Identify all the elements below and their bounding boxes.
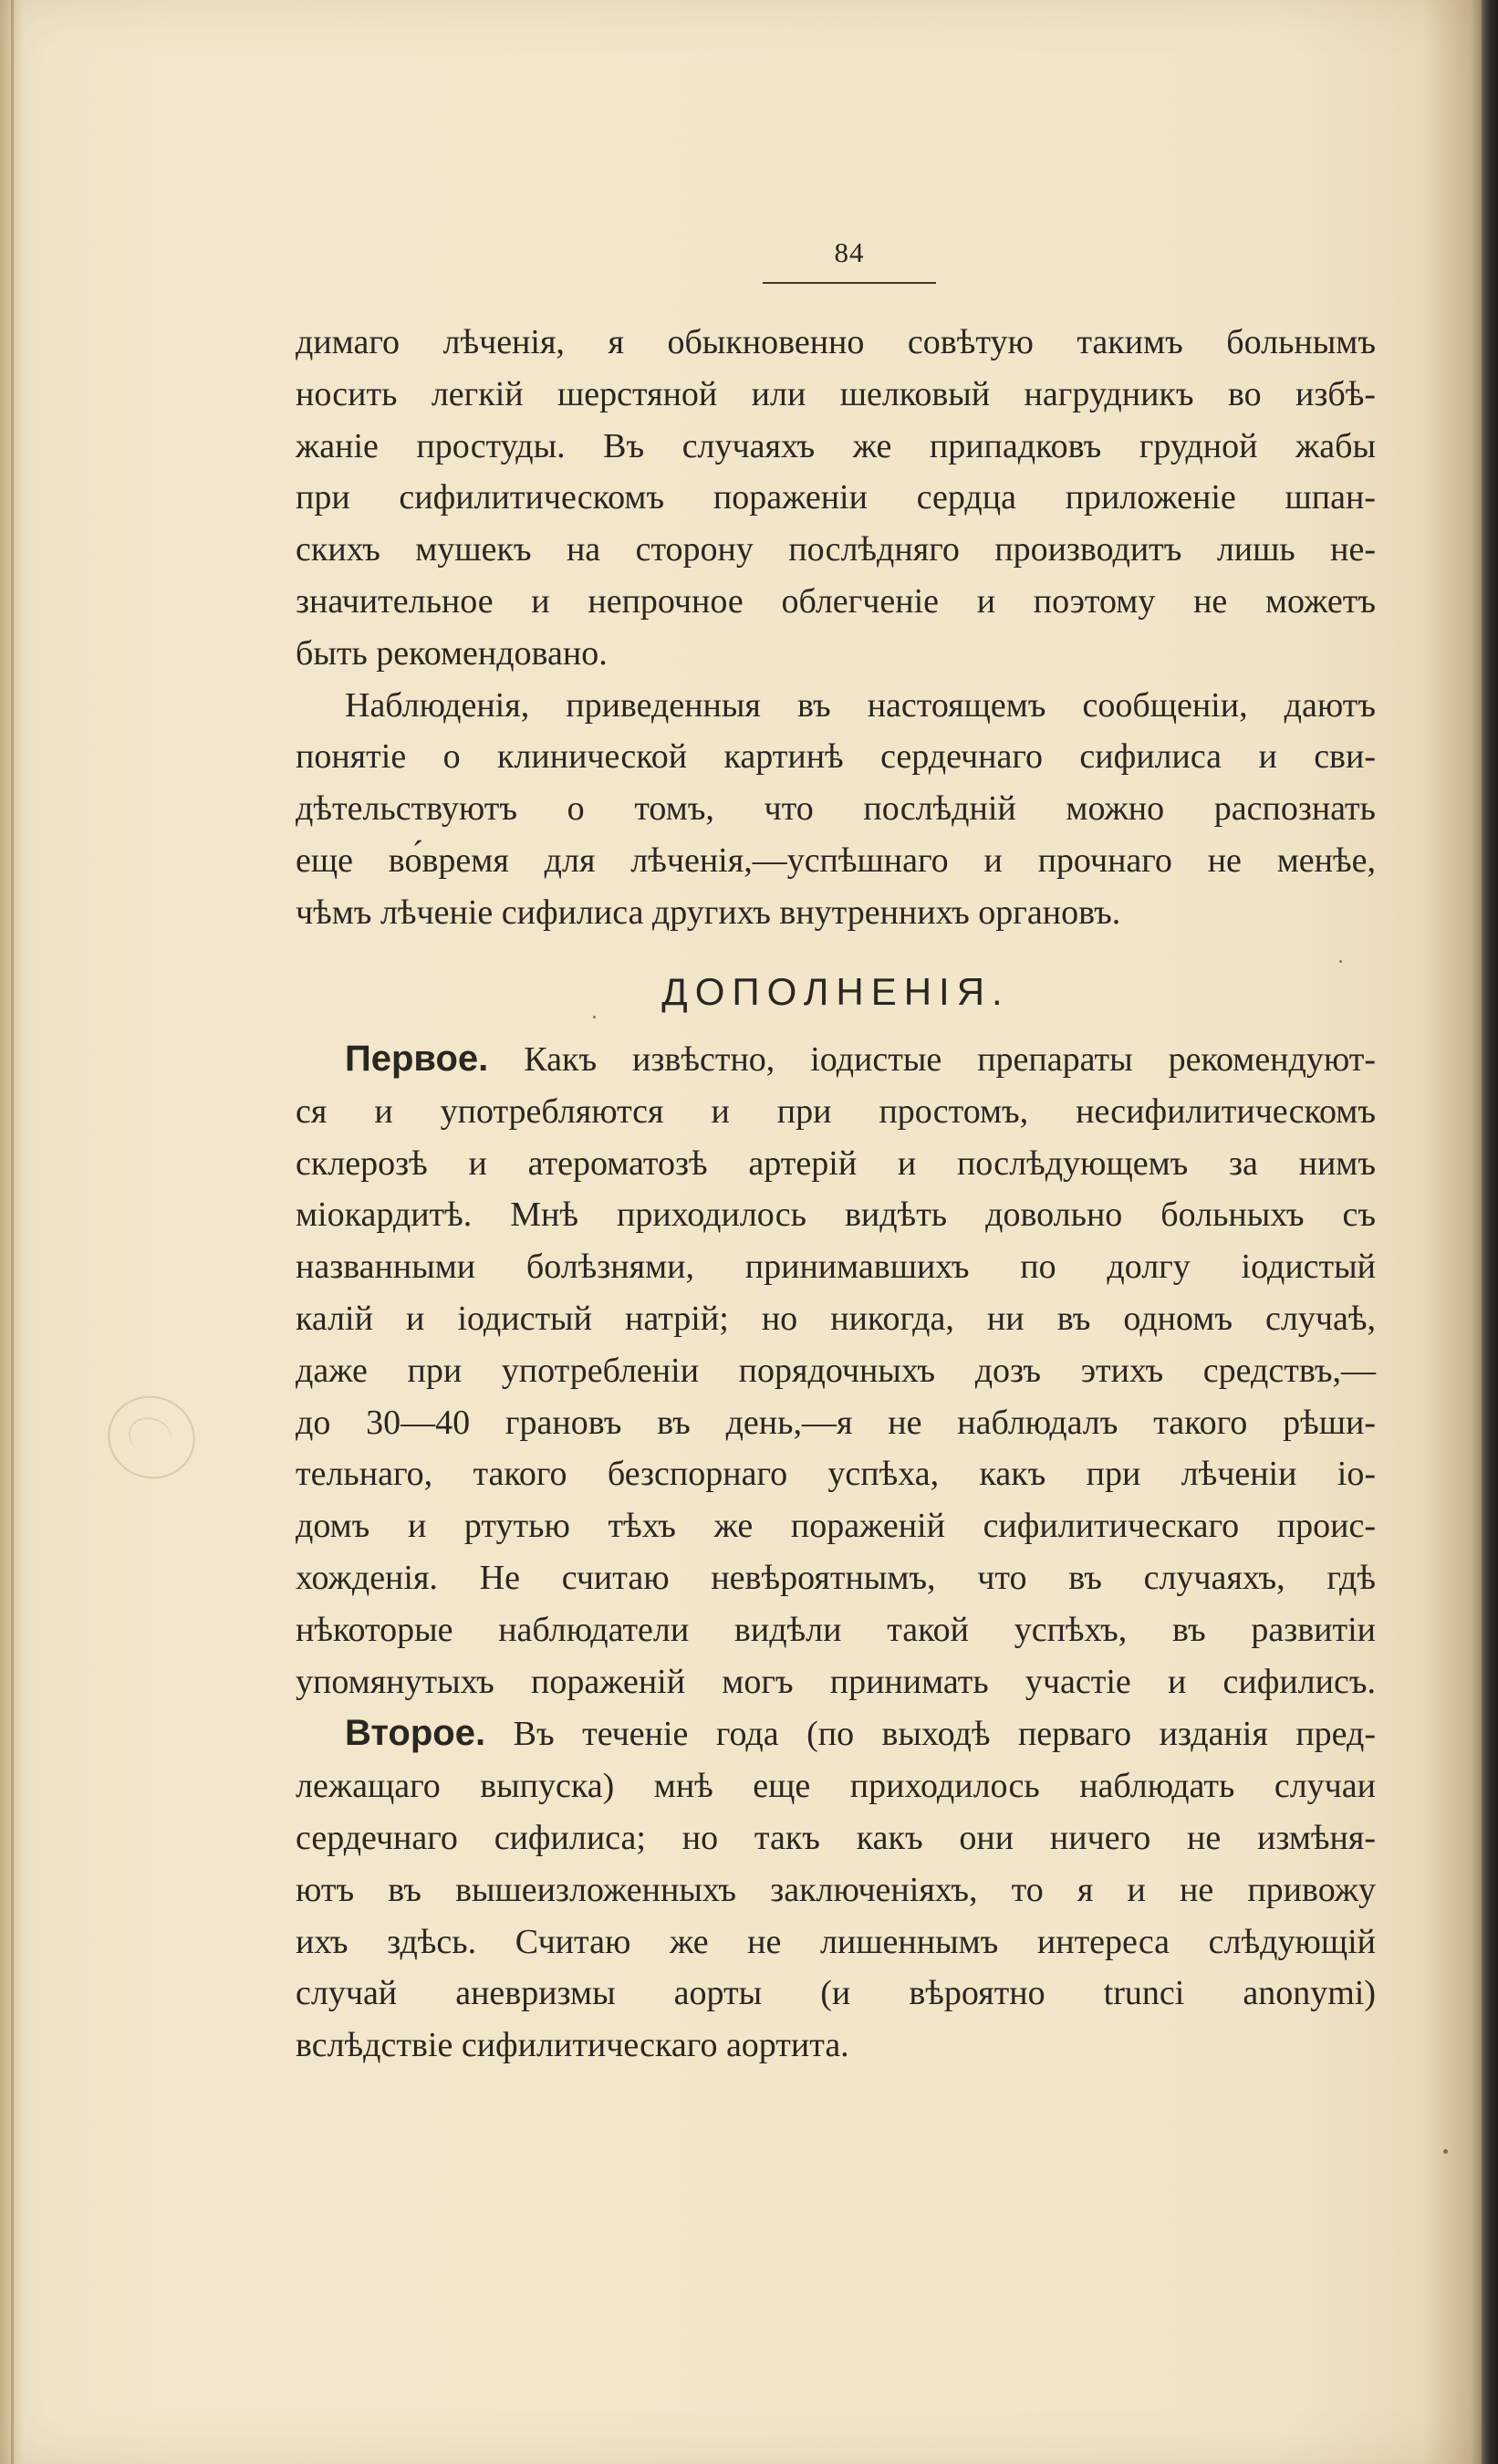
supplement-label: Первое.	[345, 1039, 489, 1079]
text-line: хожденія. Не считаю невѣроятнымъ, что въ случаяхъ, гдѣ	[296, 1558, 1376, 1597]
text-line: названными болѣзнями, принимавшихъ по долгу іодистый	[296, 1248, 1376, 1287]
text-line: носить легкій шерстяной или шелковый нагрудникъ во избѣ-	[296, 374, 1376, 413]
text-line: понятіе о клинической картинѣ сердечнаго сифилиса и сви-	[296, 737, 1376, 777]
supplement-label: Второе.	[345, 1713, 486, 1754]
text-line-tail: Въ теченіе года (по выходѣ перваго изданія пред-	[513, 1715, 1377, 1754]
paper-stain	[97, 1384, 205, 1489]
binding-shadow	[1482, 0, 1498, 2464]
text-line: значительное и непрочное облегченіе и поэтому не можетъ	[296, 581, 1376, 621]
supplement-first	[296, 1033, 1376, 1707]
text-line: лежащаго выпуска) мнѣ еще приходилось наблюдать случаи	[296, 1767, 1376, 1806]
text-line: при сифилитическомъ пораженіи сердца приложеніе шпан-	[296, 478, 1376, 517]
text-line: сердечнаго сифилиса; но такъ какъ они ничего не измѣня-	[296, 1818, 1376, 1857]
text-line	[296, 1707, 1376, 1760]
text-line: ихъ здѣсь. Считаю же не лишеннымъ интереса слѣдующій	[296, 1922, 1376, 1961]
text-line: домъ и ртутью тѣхъ же пораженій сифилитическаго проис-	[296, 1507, 1376, 1546]
text-line: міокардитѣ. Мнѣ приходилось видѣть довольно больныхъ съ	[296, 1195, 1376, 1235]
text-line-tail: Какъ извѣстно, іодистые препараты рекомендуют-	[524, 1040, 1377, 1079]
supplements-body	[296, 1033, 1376, 2072]
text-line: ютъ въ вышеизложенныхъ заключеніяхъ, то я и не привожу	[296, 1870, 1376, 1909]
text-line: скихъ мушекъ на сторону послѣдняго производитъ лишь не-	[296, 530, 1376, 569]
text-line: димаго лѣченія, я обыкновенно совѣтую такимъ больнымъ	[296, 323, 1376, 361]
ink-speck	[1339, 960, 1342, 963]
text-line: жаніе простуды. Въ случаяхъ же припадковъ грудной жабы	[296, 426, 1376, 465]
paragraph-1	[296, 317, 1376, 680]
text-line: тельнаго, такого безспорнаго успѣха, какъ при лѣченіи іо-	[296, 1455, 1376, 1494]
text-line: случай аневризмы аорты (и вѣроятно trunci anonymi)	[296, 1974, 1376, 2013]
text-line: ся и употребляются и при простомъ, несифилитическомъ	[296, 1091, 1376, 1131]
text-line: даже при употребленіи порядочныхъ дозъ этихъ средствъ,—	[296, 1351, 1376, 1390]
text-line: дѣтельствуютъ о томъ, что послѣдній можно распознать	[296, 789, 1376, 829]
text-line: калій и іодистый натрій; но никогда, ни въ одномъ случаѣ,	[296, 1299, 1376, 1338]
text-line: быть рекомендовано.	[296, 633, 608, 673]
page-number: 84	[834, 236, 865, 268]
ink-speck	[1443, 2149, 1448, 2154]
text-line: до 30—40 грановъ въ день,—я не наблюдалъ такого рѣши-	[296, 1403, 1376, 1442]
text-line: вслѣдствіе сифилитическаго аортита.	[296, 2026, 849, 2065]
paragraph-2	[296, 680, 1376, 939]
page-left-edge	[11, 0, 14, 2464]
text-line	[296, 1033, 1376, 1086]
ink-speck	[593, 1016, 596, 1018]
text-line: нѣкоторые наблюдатели видѣли такой успѣхъ, въ развитіи	[296, 1610, 1376, 1649]
supplement-second	[296, 1707, 1376, 2072]
text-line: Наблюденія, приведенныя въ настоящемъ сообщеніи, даютъ	[345, 685, 1376, 725]
text-line: чѣмъ лѣченіе сифилиса другихъ внутреннихъ органовъ.	[296, 893, 1121, 932]
text-line: склерозѣ и атероматозѣ артерій и послѣдующемъ за нимъ	[296, 1143, 1376, 1183]
page-body	[296, 317, 1376, 939]
text-line: упомянутыхъ пораженій могъ принимать участіе и сифилисъ.	[296, 1662, 1376, 1701]
page-number-rule	[763, 282, 936, 284]
text-line: еще во́время для лѣченія,—успѣшнаго и прочнаго не менѣе,	[296, 840, 1376, 880]
section-title: ДОПОЛНЕНІЯ.	[661, 970, 1010, 1013]
